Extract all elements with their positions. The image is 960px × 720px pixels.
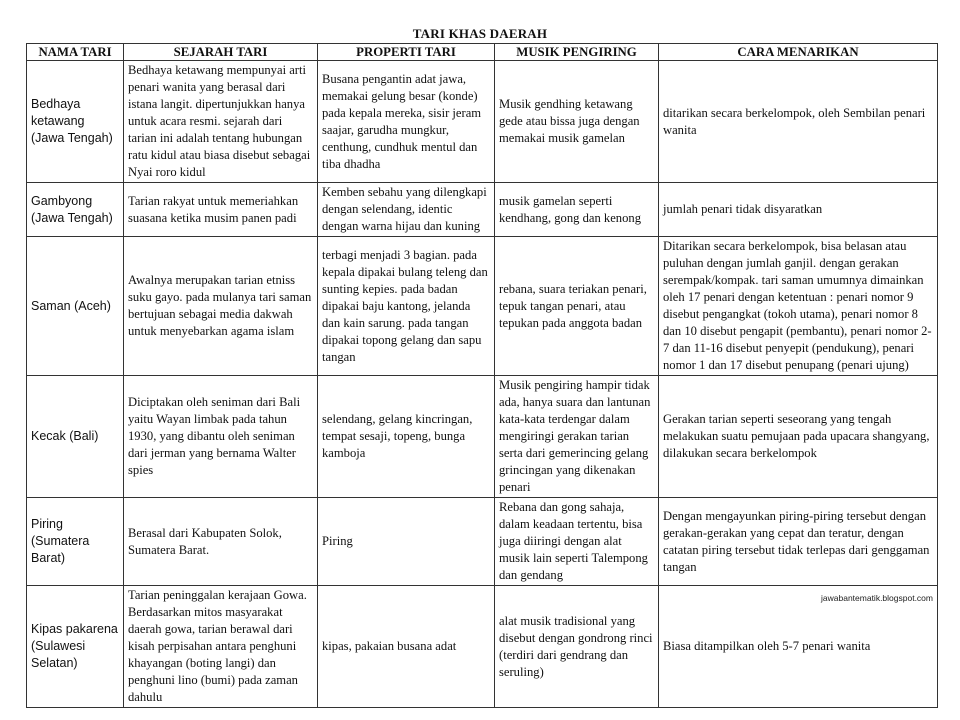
- cell-sejarah: Awalnya merupakan tarian etniss suku gayo. pada mulanya tari saman bertujuan sebagai media dakwah untuk menyebarkan agama islam: [124, 237, 318, 376]
- cell-properti: Kemben sebahu yang dilengkapi dengan selendang, identic dengan warna hijau dan kuning: [318, 183, 495, 237]
- cell-cara-last: [659, 586, 938, 708]
- page-title: TARI KHAS DAERAH: [412, 26, 548, 41]
- cell-sejarah: Tarian peninggalan kerajaan Gowa. Berdasarkan mitos masyarakat daerah gowa, tarian berawal dari kisah perpisahan antara penghuni khayangan (boting langi) dan penghuni lino (bumi) pada zaman dahulu: [124, 586, 318, 708]
- cell-cara: ditarikan secara berkelompok, oleh Sembilan penari wanita: [659, 61, 938, 183]
- table-row: [27, 376, 938, 498]
- cell-musik: musik gamelan seperti kendhang, gong dan kenong: [495, 183, 659, 237]
- cell-cara: Gerakan tarian seperti seseorang yang tengah melakukan suatu pemujaan pada upacara shangyang, dilakukan secara berkelompok: [659, 376, 938, 498]
- cell-sejarah: Diciptakan oleh seniman dari Bali yaitu Wayan limbak pada tahun 1930, yang dibantu oleh seniman dari jerman yang bernama Walter spies: [124, 376, 318, 498]
- header-nama: NAMA TARI: [27, 44, 124, 61]
- cell-cara: Ditarikan secara berkelompok, bisa belasan atau puluhan dengan jumlah ganjil. dengan gerakan serempak/kompak. tari saman umumnya dimainkan oleh 17 penari dengan ketentuan : penari nomor 9 disebut pengangkat (tokoh utama), penari nomor 8 dan 10 disebut pengapit (pembantu), penari nomor 2-7 dan 11-16 disebut penyepit (pendukung), penari nomor 1 dan 17 disebut penupang (penari ujung): [659, 237, 938, 376]
- table-row: [27, 586, 938, 708]
- cell-sejarah: Berasal dari Kabupaten Solok, Sumatera Barat.: [124, 498, 318, 586]
- cell-nama: Kipas pakarena (Sulawesi Selatan): [27, 586, 124, 708]
- table-row: [27, 498, 938, 586]
- cell-musik: Musik gendhing ketawang gede atau bissa juga dengan memakai musik gamelan: [495, 61, 659, 183]
- cell-properti: terbagi menjadi 3 bagian. pada kepala dipakai bulang teleng dan sunting kepies. pada badan dipakai baju kantong, jelanda dan kain sarung. pada tangan dipakai topong gelang dan sapu tangan: [318, 237, 495, 376]
- header-sejarah: SEJARAH TARI: [124, 44, 318, 61]
- table-row: [27, 237, 938, 376]
- cell-cara: Biasa ditampilkan oleh 5-7 penari wanita: [663, 639, 871, 653]
- table-row: [27, 61, 938, 183]
- cell-nama: Piring (Sumatera Barat): [27, 498, 124, 586]
- cell-musik: Musik pengiring hampir tidak ada, hanya suara dan lantunan kata-kata terdengar dalam mengiringi gerakan tarian serta dari gemerincing gelang grincingan yang dikenakan penari: [495, 376, 659, 498]
- table-row: [27, 183, 938, 237]
- cell-cara: Dengan mengayunkan piring-piring tersebut dengan gerakan-gerakan yang cepat dan teratur, dengan catatan piring tersebut tidak terlepas dari genggaman tangan: [659, 498, 938, 586]
- header-row: [27, 44, 938, 61]
- header-properti: PROPERTI TARI: [318, 44, 495, 61]
- cell-nama: Kecak (Bali): [27, 376, 124, 498]
- cell-nama: Saman (Aceh): [27, 237, 124, 376]
- cell-musik: Rebana dan gong sahaja, dalam keadaan tertentu, bisa juga diiringi dengan alat musik lain seperti Talempong dan gendang: [495, 498, 659, 586]
- cell-musik: rebana, suara teriakan penari, tepuk tangan penari, atau tepukan pada anggota badan: [495, 237, 659, 376]
- header-musik: MUSIK PENGIRING: [495, 44, 659, 61]
- cell-properti: Busana pengantin adat jawa, memakai gelung besar (konde) pada kepala mereka, sisir jeram saajar, garudha mungkur, centhung, cundhuk mentul dan tiba dhadha: [318, 61, 495, 183]
- cell-sejarah: Tarian rakyat untuk memeriahkan suasana ketika musim panen padi: [124, 183, 318, 237]
- cell-properti: kipas, pakaian busana adat: [318, 586, 495, 708]
- dance-table: [26, 43, 938, 708]
- cell-nama: Bedhaya ketawang (Jawa Tengah): [27, 61, 124, 183]
- header-cara: CARA MENARIKAN: [659, 44, 938, 61]
- watermark: jawabantematik.blogspot.com: [821, 593, 933, 603]
- cell-properti: selendang, gelang kincringan, tempat sesaji, topeng, bunga kamboja: [318, 376, 495, 498]
- cell-cara: jumlah penari tidak disyaratkan: [659, 183, 938, 237]
- cell-properti: Piring: [318, 498, 495, 586]
- cell-nama: Gambyong (Jawa Tengah): [27, 183, 124, 237]
- cell-musik: alat musik tradisional yang disebut dengan gondrong rinci (terdiri dari gendrang dan seruling): [495, 586, 659, 708]
- cell-sejarah: Bedhaya ketawang mempunyai arti penari wanita yang berasal dari istana langit. dipertunjukkan hanya untuk acara resmi. sejarah dari tarian ini adalah tentang hubungan ratu kidul atau biasa disebut sebagai Nyai roro kidul: [124, 61, 318, 183]
